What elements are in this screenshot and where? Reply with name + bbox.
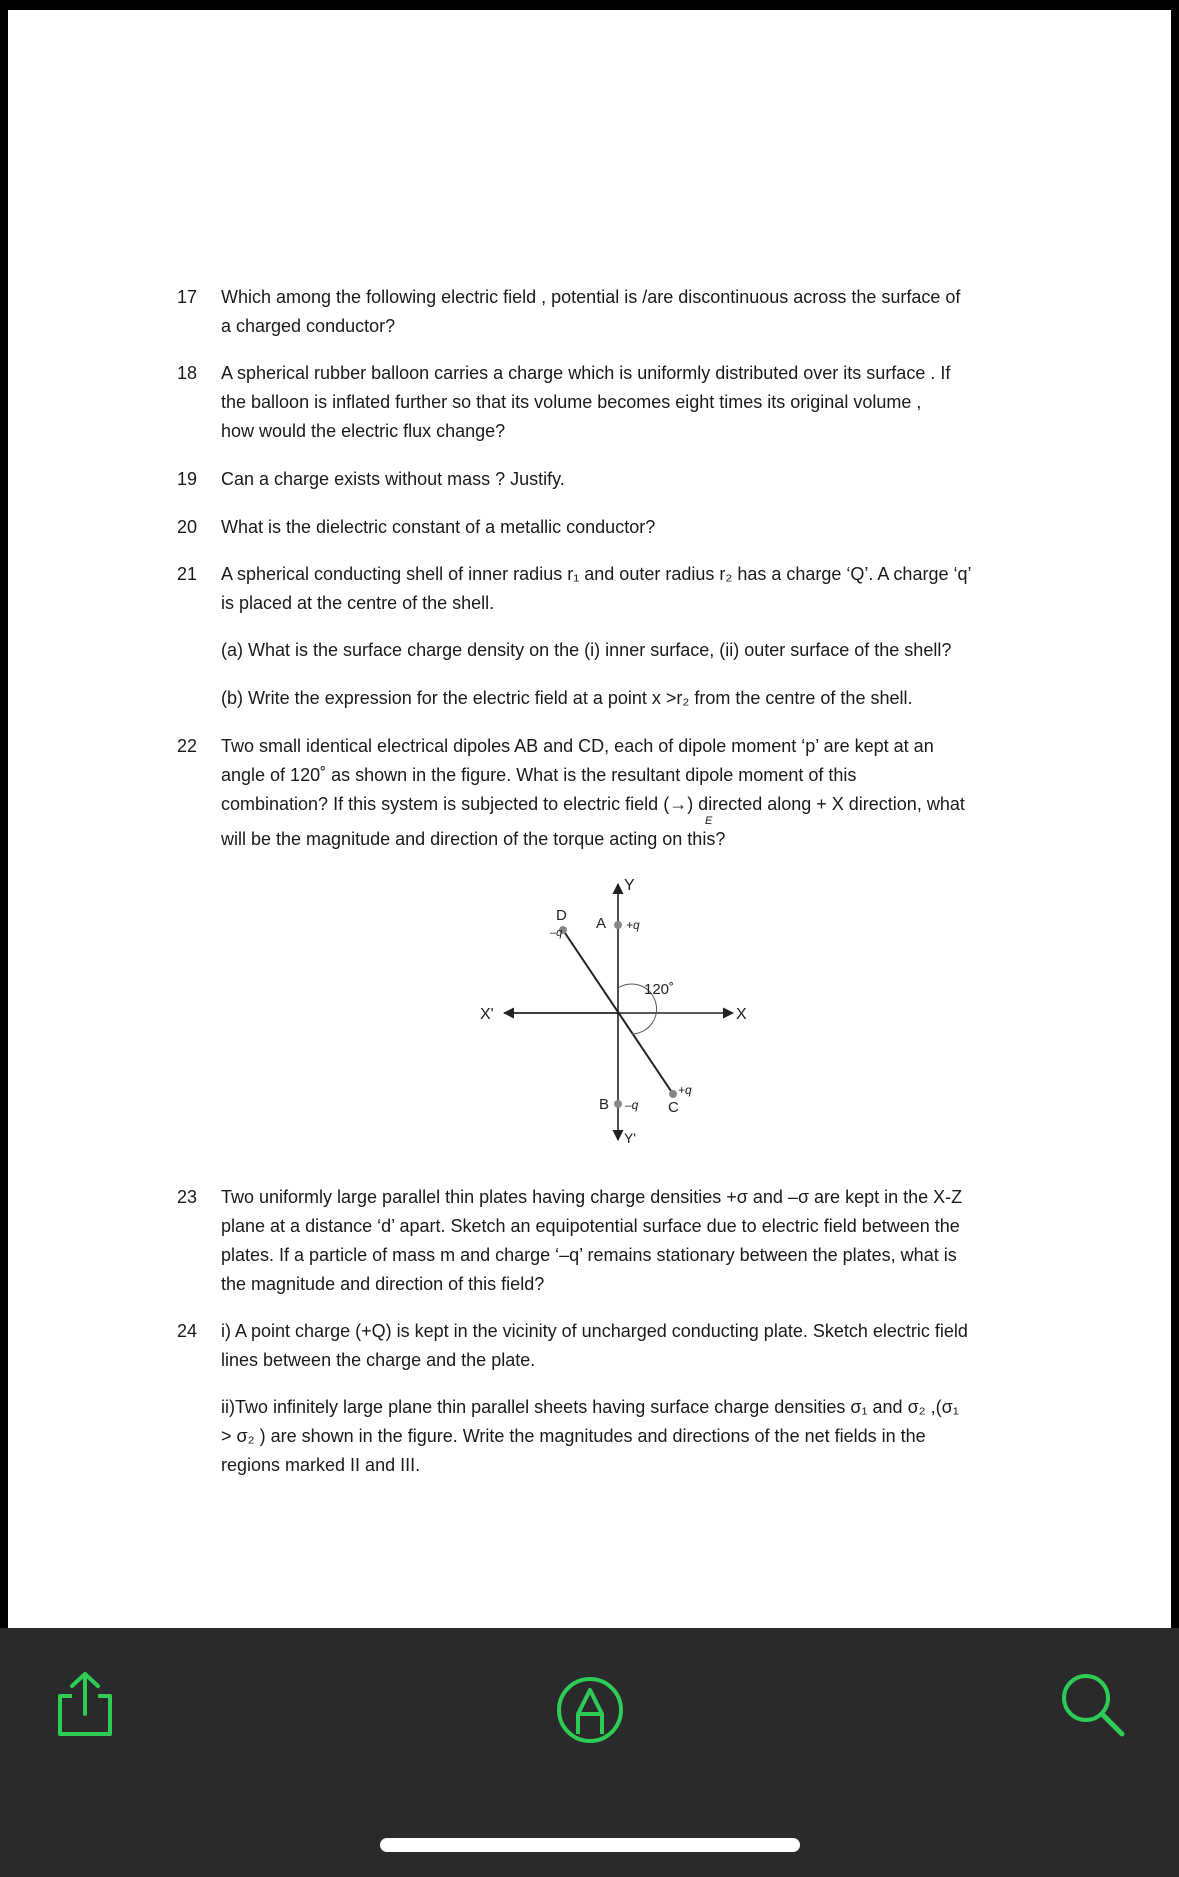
label-plus-q-c: +q <box>678 1083 692 1097</box>
markup-icon <box>556 1676 624 1744</box>
charge-a <box>614 921 622 929</box>
question-number: 19 <box>177 469 198 489</box>
question-number: 18 <box>177 363 198 383</box>
question-number: 21 <box>177 564 198 584</box>
label-y-neg: Y' <box>624 1130 637 1146</box>
share-button[interactable] <box>52 1670 118 1745</box>
question-21-part-a: (a) What is the surface charge density on the (i) inner surface, (ii) outer surface of the shell? <box>221 640 952 660</box>
markup-button[interactable] <box>556 1676 624 1749</box>
label-plus-q-a: +q <box>626 918 640 932</box>
question-text: Can a charge exists without mass ? Justify. <box>221 469 565 489</box>
question-24-part-2: ii)Two infinitely large plane thin parallel sheets having surface charge densities σ₁ and σ₂ ,(σ₁ > σ₂ ) are shown in the figure. Write the magnitudes and directions of the net fields in the regions marked II and III. <box>221 1397 959 1475</box>
charge-c <box>669 1090 677 1098</box>
question-text: Which among the following electric field , potential is /are discontinuous across the surface of a charged conductor? <box>221 287 961 336</box>
question-text: Two uniformly large parallel thin plates having charge densities +σ and –σ are kept in the X-Z plane at a distance ‘d’ apart. Sketch an equipotential surface due to electric field between the plates. If a particle of mass m and charge ‘–q’ remains stationary between the plates, what is the magnitude and direction of this field? <box>221 1187 963 1294</box>
charge-b <box>614 1100 622 1108</box>
question-text: Two small identical electrical dipoles AB and CD, each of dipole moment ‘p’ are kept at an angle of 120˚ as shown in the figure. What is the resultant dipole moment of this combination? If this system is subjected to electric field (→) directed along + X direction, what E will be the magnitude and direction of the torque acting on this? <box>221 736 965 849</box>
label-c: C <box>668 1099 679 1116</box>
question-number: 24 <box>177 1321 198 1341</box>
label-x: X <box>736 1006 747 1023</box>
question-text: A spherical conducting shell of inner radius r₁ and outer radius r₂ has a charge ‘Q’. A charge ‘q’ is placed at the centre of the shell. <box>221 564 972 613</box>
question-number: 17 <box>177 287 198 307</box>
search-button[interactable] <box>1058 1670 1128 1745</box>
label-b: B <box>599 1096 610 1113</box>
home-indicator[interactable] <box>380 1838 800 1852</box>
field-symbol-e: E <box>705 815 713 827</box>
label-angle: 120˚ <box>644 981 675 998</box>
label-minus-q-b: –q <box>625 1098 639 1112</box>
question-number: 20 <box>177 517 198 537</box>
label-y: Y <box>624 877 635 894</box>
share-icon <box>52 1670 118 1740</box>
dipole-diagram <box>468 872 768 1146</box>
label-minus-q-d: –q <box>550 927 563 939</box>
question-number: 22 <box>177 736 198 756</box>
question-text: A spherical rubber balloon carries a charge which is uniformly distributed over its surface . If the balloon is inflated further so that its volume becomes eight times its original volume , how would the electric flux change? <box>221 363 951 441</box>
question-text: i) A point charge (+Q) is kept in the vicinity of uncharged conducting plate. Sketch electric field lines between the charge and the plate. <box>221 1321 968 1370</box>
question-text: What is the dielectric constant of a metallic conductor? <box>221 517 656 537</box>
question-21-part-b: (b) Write the expression for the electric field at a point x >r₂ from the centre of the shell. <box>221 688 913 708</box>
label-a: A <box>596 915 607 932</box>
search-icon <box>1058 1670 1128 1740</box>
document-page <box>8 10 1171 1628</box>
question-number: 23 <box>177 1187 198 1207</box>
label-x-neg: X' <box>480 1006 494 1023</box>
label-d: D <box>556 907 567 924</box>
